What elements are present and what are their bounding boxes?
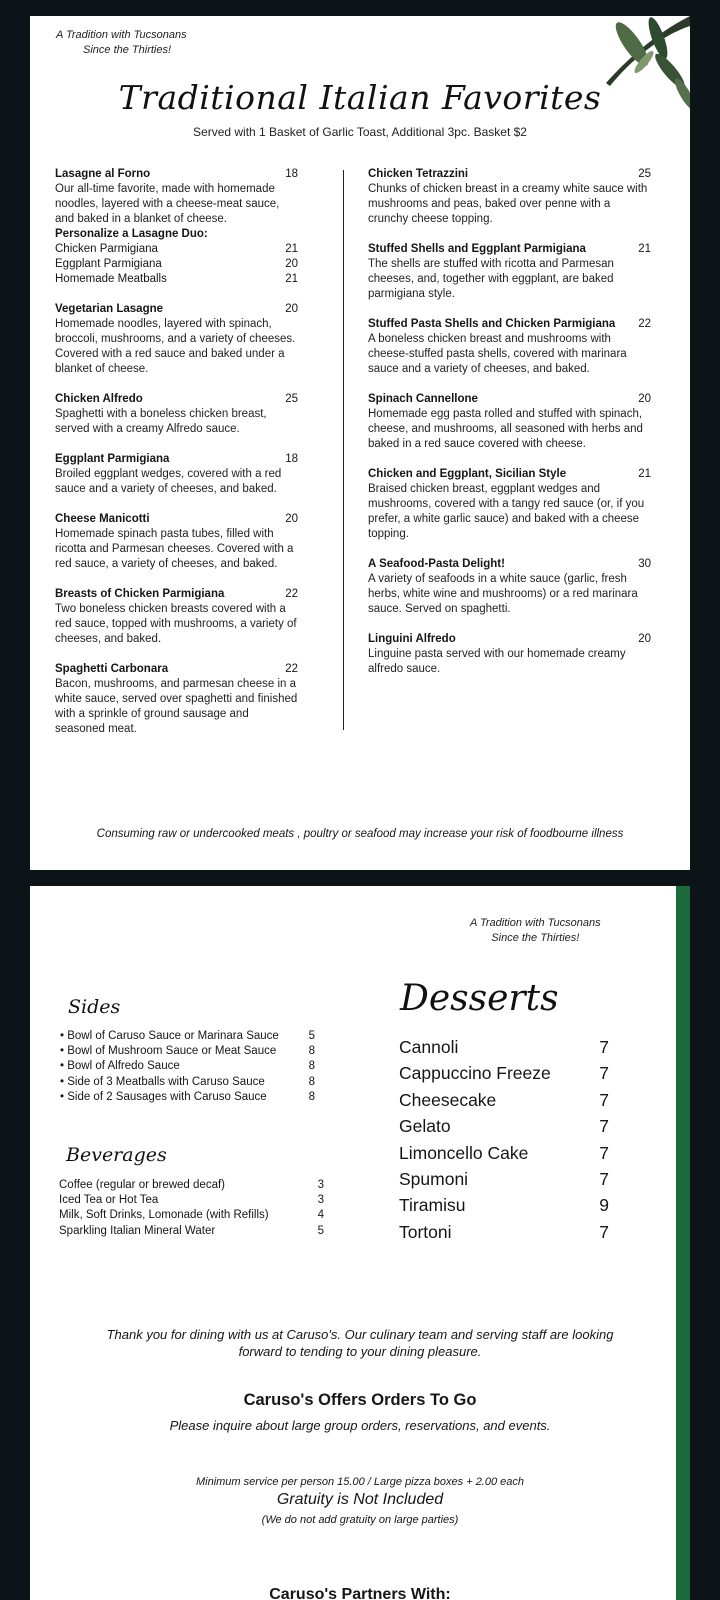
item-name: Breasts of Chicken Parmigiana <box>55 588 225 600</box>
item-name: Stuffed Shells and Eggplant Parmigiana <box>368 243 586 255</box>
list-item: • Bowl of Mushroom Sauce or Meat Sauce 8 <box>60 1045 315 1058</box>
list-item: Spumoni 7 <box>399 1169 609 1190</box>
item-name: Chicken Alfredo <box>55 393 143 405</box>
lasagne-duo-heading: Personalize a Lasagne Duo: <box>55 228 208 240</box>
tagline-line-2: Since the Thirties! <box>83 44 172 56</box>
desserts-heading: Desserts <box>400 978 559 1019</box>
menu-item <box>368 557 651 617</box>
gratuity-heading: Gratuity is Not Included <box>276 1491 444 1508</box>
menu-page-entrees <box>30 16 690 870</box>
menu-column-right <box>368 167 651 692</box>
item-description: Homemade egg pasta rolled and stuffed with spinach, cheese, and mushrooms, all seasoned with herbs and baked in a red sauce covered with cheese. <box>368 408 643 450</box>
health-disclaimer: Consuming raw or undercooked meats , poultry or seafood may increase your risk of foodbourne illness <box>96 828 624 840</box>
item-price: 22 <box>285 588 298 600</box>
list-item: Coffee (regular or brewed decaf) 3 <box>59 1179 324 1191</box>
item-description: Bacon, mushrooms, and parmesan cheese in a white sauce, served over spaghetti and finished with a sprinkle of ground sausage and seasoned meat. <box>55 678 298 735</box>
menu-item <box>368 317 651 377</box>
page-title: Traditional Italian Favorites <box>118 78 602 117</box>
lasagne-duo <box>55 227 298 287</box>
menu-item <box>55 302 298 377</box>
item-price: 25 <box>285 393 298 405</box>
list-item: Milk, Soft Drinks, Lomonade (with Refills) 4 <box>59 1209 324 1222</box>
item-price: 21 <box>638 468 651 480</box>
item-description: Chunks of chicken breast in a creamy white sauce with mushrooms and peas, baked over penne with a crunchy cheese topping. <box>368 183 648 225</box>
item-price: 21 <box>638 243 651 255</box>
orders-to-go-heading: Caruso's Offers Orders To Go <box>243 1391 477 1409</box>
menu-item <box>368 167 651 227</box>
page-subtitle: Served with 1 Basket of Garlic Toast, Additional 3pc. Basket $2 <box>193 125 527 139</box>
column-divider <box>343 170 344 730</box>
list-item: Tortoni 7 <box>399 1221 609 1242</box>
item-price: 22 <box>285 663 298 675</box>
item-description: Braised chicken breast, eggplant wedges and mushrooms, covered with a tangy red sauce (or, if you prefer, a white garlic sauce) and baked with a cheese topping. <box>368 483 645 540</box>
partners-heading: Caruso's Partners With: <box>269 1586 451 1600</box>
menu-item <box>368 467 651 542</box>
sides-heading: Sides <box>68 996 121 1018</box>
tagline-line-2: Since the Thirties! <box>491 932 580 944</box>
item-description: Spaghetti with a boneless chicken breast, served with a creamy Alfredo sauce. <box>55 408 267 435</box>
item-price: 25 <box>638 168 651 180</box>
item-name: A Seafood-Pasta Delight! <box>368 558 505 570</box>
item-description: Homemade noodles, layered with spinach, broccoli, mushrooms, and a variety of cheeses. Covered with a red sauce and baked under a blanket of cheese. <box>55 318 296 375</box>
item-price: 20 <box>638 633 651 645</box>
item-description: A variety of seafoods in a white sauce (garlic, fresh herbs, white wine and mushrooms) or a red marinara sauce. Served on spaghetti. <box>368 573 638 615</box>
item-name: Chicken Tetrazzini <box>368 168 469 180</box>
item-description: Two boneless chicken breasts covered with a red sauce, topped with mushrooms, a variety of cheeses, and baked. <box>55 603 297 645</box>
menu-item <box>55 167 298 227</box>
item-description: The shells are stuffed with ricotta and Parmesan cheeses, and, together with eggplant, are baked parmigiana style. <box>368 258 614 300</box>
item-description: Linguine pasta served with our homemade creamy alfredo sauce. <box>368 648 626 675</box>
sides-list <box>60 1029 315 1105</box>
item-price: 18 <box>285 168 298 180</box>
item-name: Eggplant Parmigiana <box>55 453 170 465</box>
tagline <box>470 916 601 946</box>
item-name: Vegetarian Lasagne <box>55 303 164 315</box>
item-price: 22 <box>638 318 651 330</box>
menu-page-extras <box>30 886 690 1600</box>
item-description: Homemade spinach pasta tubes, filled with ricotta and Parmesan cheeses. Covered with a red sauce, a variety of cheeses, and baked. <box>55 528 294 570</box>
tagline-line-1: A Tradition with Tucsonans <box>56 29 187 41</box>
beverages-heading: Beverages <box>66 1144 167 1166</box>
menu-column-left <box>55 167 298 752</box>
list-item: • Bowl of Alfredo Sauce 8 <box>60 1060 315 1073</box>
menu-item <box>55 392 298 437</box>
menu-item <box>368 242 651 302</box>
item-price: 18 <box>285 453 298 465</box>
list-item: Cheesecake 7 <box>399 1089 609 1110</box>
desserts-list <box>399 1034 609 1245</box>
item-price: 20 <box>285 513 298 525</box>
item-price: 20 <box>638 393 651 405</box>
item-name: Stuffed Pasta Shells and Chicken Parmigiana <box>368 318 616 330</box>
duo-option: Eggplant Parmigiana 20 <box>55 258 298 270</box>
list-item: Iced Tea or Hot Tea 3 <box>59 1194 324 1207</box>
list-item: • Bowl of Caruso Sauce or Marinara Sauce 5 <box>60 1030 315 1042</box>
item-price: 20 <box>285 303 298 315</box>
item-description: Broiled eggplant wedges, covered with a red sauce and a variety of cheeses, and baked. <box>55 468 282 495</box>
item-description: Our all-time favorite, made with homemade noodles, layered with a cheese-meat sauce, and baked in a blanket of cheese. <box>55 183 280 225</box>
item-price: 30 <box>638 558 651 570</box>
list-item: Tiramisu 9 <box>399 1195 609 1216</box>
duo-option: Homemade Meatballs 21 <box>55 273 298 285</box>
minimum-service-note: Minimum service per person 15.00 / Large pizza boxes + 2.00 each <box>195 1476 525 1488</box>
menu-item <box>368 392 651 452</box>
menu-item <box>55 662 298 737</box>
tagline-line-1: A Tradition with Tucsonans <box>470 917 601 929</box>
list-item: Gelato 7 <box>399 1116 609 1137</box>
menu-item <box>55 452 298 497</box>
list-item: Sparkling Italian Mineral Water 5 <box>59 1224 324 1237</box>
item-name: Lasagne al Forno <box>55 168 151 180</box>
thank-you-note: Thank you for dining with us at Caruso's. Our culinary team and serving staff are looking forward to tending to your dining pleasure. <box>106 1327 614 1359</box>
tagline <box>56 28 187 58</box>
orders-to-go-note: Please inquire about large group orders, reservations, and events. <box>169 1418 551 1433</box>
gratuity-note: (We do not add gratuity on large parties) <box>261 1514 459 1526</box>
item-description: A boneless chicken breast and mushrooms with cheese-stuffed pasta shells, covered with marinara sauce and a variety of cheeses, and baked. <box>368 333 627 375</box>
list-item: • Side of 3 Meatballs with Caruso Sauce 8 <box>60 1075 315 1088</box>
item-name: Spinach Cannellone <box>368 393 478 405</box>
beverages-list <box>59 1178 324 1239</box>
duo-option: Chicken Parmigiana 21 <box>55 243 298 255</box>
list-item: • Side of 2 Sausages with Caruso Sauce 8 <box>60 1090 315 1103</box>
menu-item <box>55 587 298 647</box>
list-item: Cappuccino Freeze 7 <box>399 1063 609 1084</box>
item-name: Spaghetti Carbonara <box>55 663 169 675</box>
item-name: Cheese Manicotti <box>55 513 150 525</box>
menu-item <box>55 512 298 572</box>
list-item: Limoncello Cake 7 <box>399 1142 609 1163</box>
list-item: Cannoli 7 <box>399 1037 609 1057</box>
menu-item <box>368 632 651 677</box>
item-name: Chicken and Eggplant, Sicilian Style <box>368 468 567 480</box>
item-name: Linguini Alfredo <box>368 633 456 645</box>
